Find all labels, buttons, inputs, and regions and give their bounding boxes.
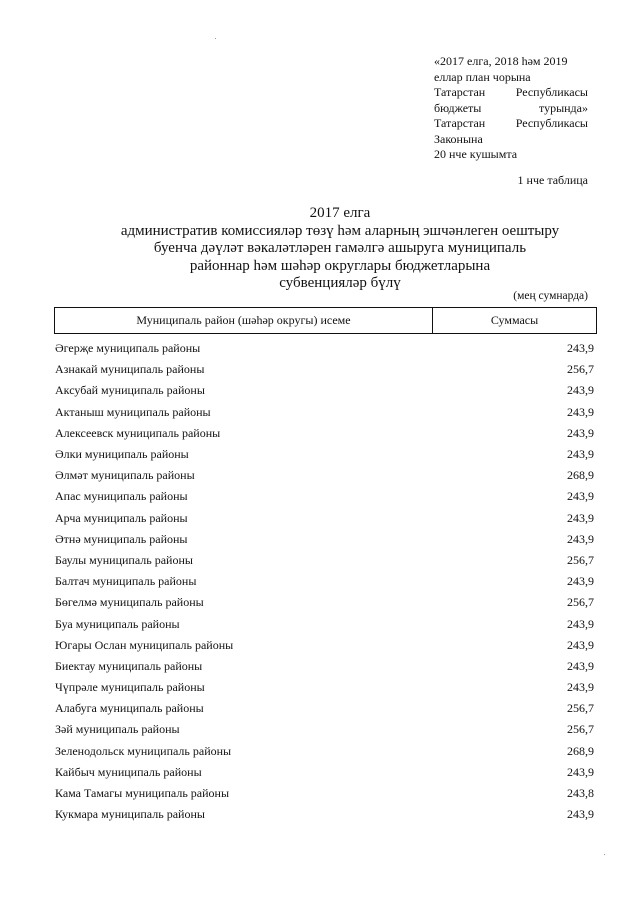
district-sum: 256,7 xyxy=(567,362,594,377)
table-header xyxy=(54,307,597,334)
district-sum: 243,9 xyxy=(567,425,594,440)
district-name: Әтнә муниципаль районы xyxy=(55,531,188,546)
district-sum: 268,9 xyxy=(567,468,594,483)
table-row xyxy=(54,635,597,656)
table-row xyxy=(54,741,597,762)
district-sum: 243,9 xyxy=(567,637,594,652)
district-sum: 256,7 xyxy=(567,552,594,567)
law-ref-word: Республикасы xyxy=(515,116,588,130)
district-name: Кукмара муниципаль районы xyxy=(55,807,205,822)
table-row xyxy=(54,592,597,613)
district-sum: 243,9 xyxy=(567,531,594,546)
district-name: Чүпрәле муниципаль районы xyxy=(55,680,205,695)
district-name: Азнакай муниципаль районы xyxy=(55,362,205,377)
law-ref-line: «2017 елга, 2018 һәм 2019 xyxy=(434,54,568,68)
table-row xyxy=(54,656,597,677)
table-row xyxy=(54,423,597,444)
district-sum: 243,9 xyxy=(567,616,594,631)
law-ref-line: Законына xyxy=(434,131,483,146)
district-sum: 243,9 xyxy=(567,341,594,356)
district-sum: 243,9 xyxy=(567,447,594,462)
scan-speck xyxy=(215,38,216,39)
table-row xyxy=(54,571,597,592)
scan-speck xyxy=(604,854,605,855)
table-row xyxy=(54,402,597,423)
table-row xyxy=(54,762,597,783)
district-name: Алабуга муниципаль районы xyxy=(55,701,204,716)
table-row xyxy=(54,465,597,486)
district-name: Апас муниципаль районы xyxy=(55,489,188,504)
table-row xyxy=(54,783,597,804)
district-name: Буа муниципаль районы xyxy=(55,616,180,631)
document-title xyxy=(40,205,640,293)
table-row xyxy=(54,486,597,507)
law-ref-line xyxy=(434,101,588,117)
district-name: Кама Тамагы муниципаль районы xyxy=(55,786,230,801)
title-line: 2017 елга xyxy=(309,205,371,221)
law-ref-line: 20 нче кушымта xyxy=(434,147,518,161)
district-name: Алексеевск муниципаль районы xyxy=(55,425,221,440)
district-name: Әгерҗе муниципаль районы xyxy=(55,341,201,356)
district-sum: 243,9 xyxy=(567,807,594,822)
district-sum: 243,9 xyxy=(567,764,594,779)
title-line: субвенцияләр бүлү xyxy=(279,275,401,291)
district-name: Биектау муниципаль районы xyxy=(55,658,203,673)
district-sum: 256,7 xyxy=(567,595,594,610)
table-row xyxy=(54,529,597,550)
district-name: Актаныш муниципаль районы xyxy=(55,404,211,419)
table-row xyxy=(54,677,597,698)
district-sum: 256,7 xyxy=(567,701,594,716)
table-row xyxy=(54,338,597,359)
district-sum: 268,9 xyxy=(567,743,594,758)
district-name: Баулы муниципаль районы xyxy=(55,552,193,567)
title-line: административ комиссияләр төзү һәм аларның эшчәнлеген оештыру xyxy=(120,222,560,239)
district-name: Кайбыч муниципаль районы xyxy=(55,764,202,779)
table-body xyxy=(54,338,597,825)
table-row xyxy=(54,613,597,634)
district-name: Зәй муниципаль районы xyxy=(55,722,180,737)
district-sum: 243,9 xyxy=(567,510,594,525)
district-name: Зеленодольск муниципаль районы xyxy=(55,743,232,758)
law-ref-word: турында» xyxy=(538,100,588,115)
district-sum: 243,9 xyxy=(567,489,594,504)
district-sum: 243,9 xyxy=(567,383,594,398)
district-name: Бөгелмә муниципаль районы xyxy=(55,595,204,610)
district-name: Арча муниципаль районы xyxy=(55,510,188,525)
law-ref-word: бюджеты xyxy=(434,100,482,115)
header-sum: Суммасы xyxy=(490,313,539,327)
district-sum: 243,9 xyxy=(567,574,594,589)
district-name: Әлки муниципаль районы xyxy=(55,447,189,462)
district-sum: 243,8 xyxy=(567,786,594,801)
district-sum: 243,9 xyxy=(567,404,594,419)
law-ref-word: Татарстан xyxy=(434,85,486,99)
district-name: Аксубай муниципаль районы xyxy=(55,383,205,398)
unit-label: (мең сумнарда) xyxy=(513,290,588,302)
district-sum: 256,7 xyxy=(567,722,594,737)
law-ref-word: Республикасы xyxy=(515,85,588,99)
district-name: Әлмәт муниципаль районы xyxy=(55,468,195,483)
law-ref-word: Татарстан xyxy=(434,116,486,130)
table-row xyxy=(54,380,597,401)
district-sum: 243,9 xyxy=(567,680,594,695)
header-name: Муниципаль район (шәһәр округы) исеме xyxy=(55,308,433,333)
table-row xyxy=(54,698,597,719)
table-row xyxy=(54,444,597,465)
law-ref-line xyxy=(434,85,588,101)
table-number: 1 нче таблица xyxy=(517,173,588,187)
district-name: Балтач муниципаль районы xyxy=(55,574,197,589)
title-line: районнар һәм шәһәр округлары бюджетларына xyxy=(189,257,491,274)
district-name: Югары Ослан муниципаль районы xyxy=(55,637,234,652)
title-line: буенча дәүләт вәкаләтләрен гамәлгә ашыруга муниципаль xyxy=(153,240,527,256)
table-row xyxy=(54,508,597,529)
table-row xyxy=(54,359,597,380)
table-row xyxy=(54,550,597,571)
table-row xyxy=(54,719,597,740)
law-ref-line: еллар план чорына xyxy=(434,69,531,84)
law-ref-line xyxy=(434,116,588,132)
subvention-table xyxy=(54,307,597,825)
law-reference xyxy=(434,54,588,163)
table-row xyxy=(54,804,597,825)
district-sum: 243,9 xyxy=(567,658,594,673)
